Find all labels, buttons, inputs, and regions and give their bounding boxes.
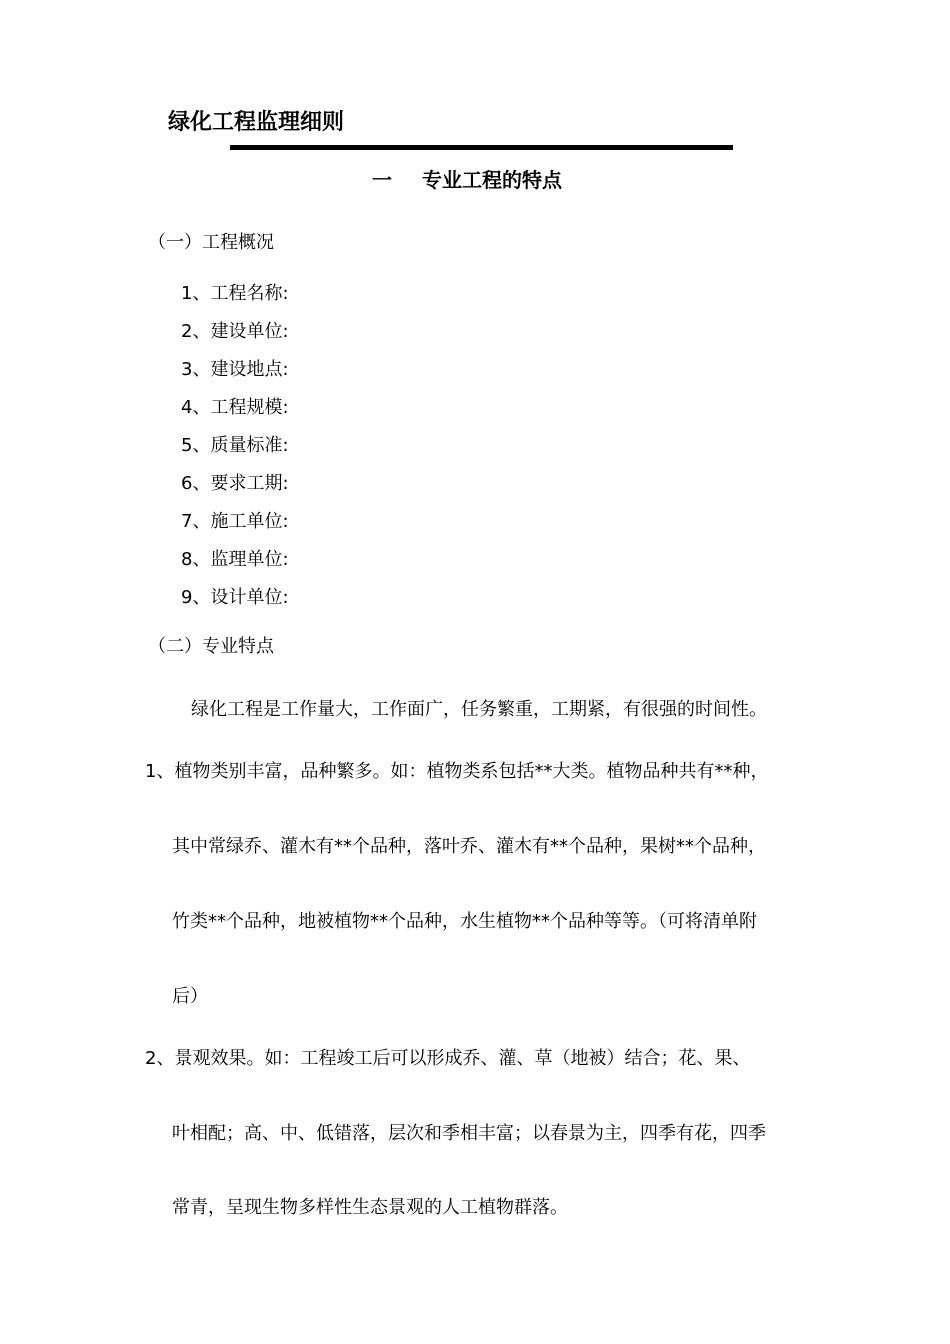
info-item-quality-standard: 5、质量标准: xyxy=(181,435,289,456)
point1-line: 后） xyxy=(172,986,208,1007)
info-item-designer: 9、设计单位: xyxy=(181,587,289,608)
point2-line: 2、景观效果。如：工程竣工后可以形成乔、灌、草（地被）结合；花、果、 xyxy=(145,1048,751,1069)
section-heading-characteristics: （二）专业特点 xyxy=(148,636,274,657)
info-item-project-name: 1、工程名称: xyxy=(181,283,289,304)
title-underline-rule xyxy=(230,145,733,150)
section-heading-overview: （一）工程概况 xyxy=(148,232,274,253)
point2-line: 常青，呈现生物多样性生态景观的人工植物群落。 xyxy=(172,1197,568,1218)
info-item-duration: 6、要求工期: xyxy=(181,473,289,494)
chapter-title: 专业工程的特点 xyxy=(422,168,562,192)
chapter-number: 一 xyxy=(372,168,392,192)
point1-line: 竹类**个品种，地被植物**个品种，水生植物**个品种等等。（可将清单附 xyxy=(172,911,757,932)
chapter-heading xyxy=(372,166,562,194)
document-title: 绿化工程监理细则 xyxy=(168,110,345,135)
info-item-scale: 4、工程规模: xyxy=(181,397,289,418)
point2-line: 叶相配；高、中、低错落，层次和季相丰富；以春景为主，四季有花，四季 xyxy=(172,1123,766,1144)
point1-line: 1、植物类别丰富，品种繁多。如：植物类系包括**大类。植物品种共有**种， xyxy=(145,761,769,782)
point1-line: 其中常绿乔、灌木有**个品种，落叶乔、灌木有**个品种，果树**个品种， xyxy=(172,836,766,857)
intro-paragraph: 绿化工程是工作量大，工作面广，任务繁重，工期紧，有很强的时间性。 xyxy=(191,699,767,720)
info-item-location: 3、建设地点: xyxy=(181,359,289,380)
info-item-contractor: 7、施工单位: xyxy=(181,511,289,532)
info-item-supervisor: 8、监理单位: xyxy=(181,549,289,570)
info-item-owner: 2、建设单位: xyxy=(181,321,289,342)
